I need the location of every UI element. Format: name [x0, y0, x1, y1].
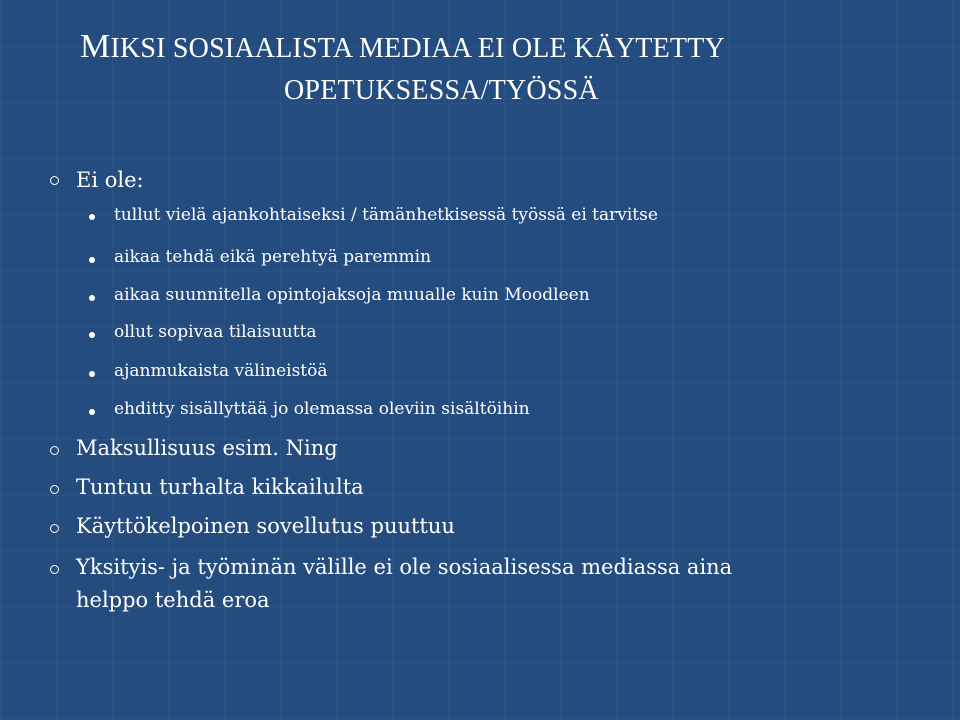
bullet-text: Käyttökelpoinen sovellutus puuttuu	[76, 514, 455, 538]
bullet-text-line-2: helppo tehdä eroa	[76, 588, 270, 612]
bullet-text-line-1: Yksityis- ja työminän välille ei ole sosiaalisessa mediassa aina	[76, 555, 733, 579]
dot-bullet-icon	[89, 409, 95, 415]
ring-bullet-icon	[50, 446, 59, 455]
sub-bullet-text: ollut sopivaa tilaisuutta	[114, 322, 317, 342]
ring-bullet-icon	[50, 524, 59, 533]
dot-bullet-icon	[89, 371, 95, 377]
title-line-2: OPETUKSESSA/TYÖSSÄ	[284, 75, 599, 106]
bullet-text: Ei ole:	[76, 168, 144, 192]
dot-bullet-icon	[89, 332, 95, 338]
ring-bullet-icon	[50, 176, 59, 185]
sub-bullet-text: tullut vielä ajankohtaiseksi / tämänhetkisessä työssä ei tarvitse	[114, 205, 658, 225]
ring-bullet-icon	[50, 485, 59, 494]
sub-bullet-text: aikaa suunnitella opintojaksoja muualle kuin Moodleen	[114, 285, 590, 305]
dot-bullet-icon	[89, 295, 95, 301]
slide-title	[80, 26, 900, 112]
sub-bullet-text: ajanmukaista välineistöä	[114, 361, 328, 381]
bullet-text: Maksullisuus esim. Ning	[76, 436, 338, 460]
dot-bullet-icon	[89, 214, 95, 220]
sub-bullet-text: aikaa tehdä eikä perehtyä paremmin	[114, 247, 432, 267]
title-line-1: MIKSI SOSIAALISTA MEDIAA EI OLE KÄYTETTY	[80, 28, 725, 65]
bullet-text: Tuntuu turhalta kikkailulta	[76, 475, 364, 499]
sub-bullet-text: ehditty sisällyttää jo olemassa oleviin sisältöihin	[114, 399, 530, 419]
dot-bullet-icon	[89, 257, 95, 263]
ring-bullet-icon	[50, 565, 59, 574]
